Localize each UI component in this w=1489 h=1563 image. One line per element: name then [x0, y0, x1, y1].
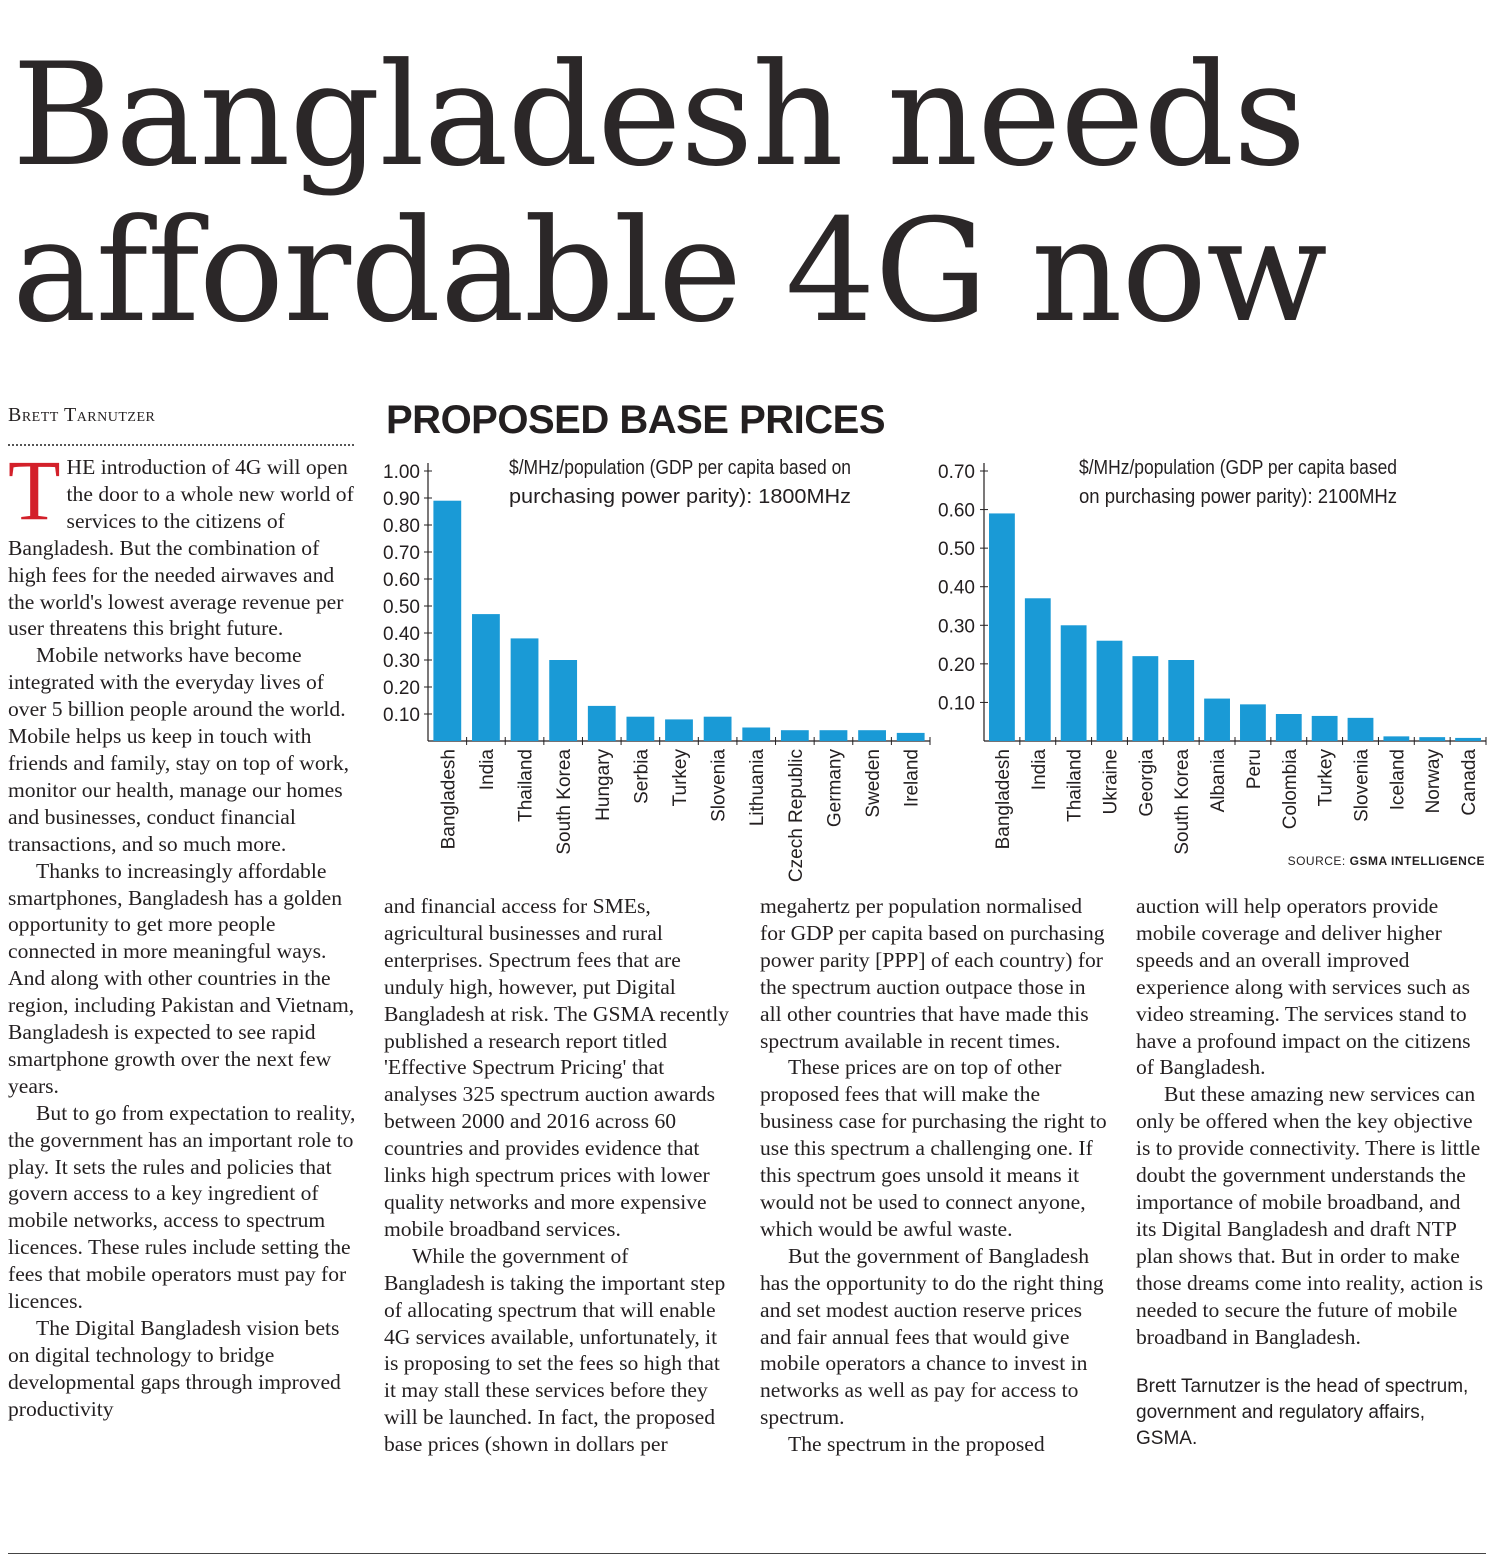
chart-2-bar-norway	[1419, 737, 1445, 741]
chart-2-x-label: Turkey	[1315, 749, 1337, 807]
graphic-title: PROPOSED BASE PRICES	[386, 398, 886, 442]
chart-2-title-line-1: $/MHz/population (GDP per capita based	[1079, 457, 1397, 479]
chart-1-x-label: Turkey	[670, 749, 691, 807]
article-column-3	[760, 893, 1110, 1458]
chart-2-bar-colombia	[1276, 714, 1302, 741]
chart-2-bar-india	[1025, 598, 1051, 741]
chart-1-y-tick-label: 0.70	[383, 543, 420, 564]
paragraph-3: Thanks to increasingly affordable smartphones, Bangladesh has a golden opportunity to get more people connected in more meaningful ways. And along with other countries in the region, including Pakistan and Vietnam, Bangladesh is expected to see rapid smartphone growth over the next few years.	[8, 858, 355, 1098]
paragraph-10: But these amazing new services can only be offered when the key objective is to provide connectivity. There is little doubt the government understands the importance of mobile broadband, and its Digital Bangladesh and draft NTP plan shows that. But in order to make those dreams come into reality, action is needed to secure the future of mobile broadband in Bangladesh.	[1136, 1082, 1483, 1349]
chart-1-x-label: South Korea	[554, 749, 576, 855]
chart-2-x-label: Bangladesh	[992, 749, 1014, 850]
chart-1-x-label: Serbia	[631, 749, 653, 804]
paragraph-8: But the government of Bangladesh has the opportunity to do the right thing and set modest auction reserve prices and fair annual fees that would give mobile operators a chance to invest in networks as well as pay for access to spectrum.	[760, 1243, 1104, 1430]
paragraph-6-end: megahertz per population normalised for GDP per capita based on purchasing power parity [PPP] of each country) for the spectrum auction outpace those in all other countries that have made this spectrum available in recent times.	[760, 894, 1105, 1053]
chart-2-y-tick-label: 0.70	[938, 462, 975, 483]
chart-1-x-label: Hungary	[592, 749, 614, 821]
chart-2-x-label: Norway	[1423, 749, 1445, 814]
byline: Brett Tarnutzer	[8, 404, 156, 426]
paragraph-5-end: and financial access for SMEs, agricultural businesses and rural enterprises. Spectrum fees that are unduly high, however, put Digital Bangladesh at risk. The GSMA recently published a research report titled 'Effective Spectrum Pricing' that analyses 325 spectrum auction awards between 2000 and 2016 across 60 countries and provides evidence that links high spectrum prices with lower quality networks and more expensive mobile broadband services.	[384, 894, 730, 1241]
chart-1-bar-thailand	[511, 638, 539, 741]
chart-1-bar-turkey	[665, 719, 693, 741]
chart-2-y-tick-label: 0.40	[938, 577, 975, 599]
chart-2-bar-slovenia	[1348, 718, 1374, 741]
chart-1-bar-ireland	[897, 733, 925, 741]
chart-1-y-tick-label: 0.30	[383, 651, 420, 672]
chart-2-bar-turkey	[1312, 716, 1338, 741]
chart-2-bar-south-korea	[1168, 660, 1194, 741]
chart-2-bar-canada	[1455, 738, 1481, 741]
paragraph-9-end: auction will help operators provide mobile coverage and deliver higher speeds and an overall improved experience along with services such as video streaming. The services stand to have a profound impact on the citizens of Bangladesh.	[1136, 894, 1471, 1080]
chart-2-y-tick-label: 0.60	[938, 500, 975, 522]
chart-1-bar-hungary	[588, 706, 616, 741]
chart-2-x-label: Peru	[1243, 749, 1265, 790]
chart-1-x-label: Czech Republic	[785, 749, 807, 883]
bottom-rule	[8, 1553, 1486, 1554]
chart-2-x-label: Iceland	[1387, 749, 1409, 811]
chart-1-y-tick-label: 0.60	[383, 570, 420, 591]
chart-2-x-label: Canada	[1459, 749, 1481, 816]
chart-2-x-label: Thailand	[1064, 749, 1086, 822]
chart-2-bar-albania	[1204, 699, 1230, 741]
chart-1-y-tick-label: 0.90	[383, 489, 420, 510]
source-prefix: SOURCE:	[1287, 854, 1350, 868]
chart-2-y-tick-label: 0.20	[938, 654, 975, 676]
chart-2-y-tick-label: 0.50	[938, 539, 975, 561]
chart-2-x-label: South Korea	[1172, 749, 1194, 855]
drop-cap: T	[8, 442, 61, 538]
chart-1-y-tick-label: 0.10	[383, 705, 420, 726]
chart-2-y-tick-label: 0.30	[938, 616, 975, 638]
headline-line-1: Bangladesh needs	[12, 33, 1306, 198]
paragraph-1: HE introduction of 4G will open the door to a whole new world of services to the citizens of Bangladesh. But the combination of high fees for the needed airwaves and the world's lowest average revenue per user threatens this bright future.	[8, 455, 354, 641]
chart-1-bar-slovenia	[704, 717, 732, 741]
paragraph-7: These prices are on top of other proposed fees that will make the business case for purchasing the right to use this spectrum a challenging one. If this spectrum goes unsold it means it would not be used to connect anyone, which would be awful waste.	[760, 1055, 1107, 1241]
chart-1-bar-czech-republic	[781, 730, 809, 741]
paragraph-2: Mobile networks have become integrated with the everyday lives of over 5 billion people around the world. Mobile helps us keep in touch with friends and family, stay on top of work, monitor our health, manage our homes and businesses, conduct financial transactions, and so much more.	[8, 643, 350, 856]
paragraph-6-start: While the government of Bangladesh is taking the important step of allocating spectrum that will enable 4G services available, unfortunately, it is proposing to set the fees so high that it may stall these services before they will be launched. In fact, the proposed base prices (shown in dollars per	[384, 1243, 726, 1457]
chart-2-x-label: India	[1028, 749, 1050, 791]
source-name: GSMA INTELLIGENCE	[1349, 854, 1485, 868]
chart-2-bar-thailand	[1061, 625, 1087, 741]
chart-2-bar-bangladesh	[989, 513, 1015, 741]
chart-1-bar-south-korea	[549, 660, 577, 741]
chart-2-bar-peru	[1240, 704, 1266, 741]
chart-1-x-label: Thailand	[515, 749, 537, 822]
chart-1-x-label: India	[476, 749, 498, 791]
paragraph-4: But to go from expectation to reality, the government has an important role to play. It sets the rules and policies that govern access to a key ingredient of mobile networks, access to spectrum licences. These rules include setting the fees that mobile operators must pay for licences.	[8, 1100, 356, 1314]
chart-1-title-line-1: $/MHz/population (GDP per capita based on	[509, 457, 851, 479]
chart-1-bar-sweden	[858, 730, 886, 741]
paragraph-9-start: The spectrum in the proposed	[788, 1432, 1045, 1457]
chart-1-bar-germany	[820, 730, 848, 741]
chart-2-x-label: Ukraine	[1100, 749, 1122, 815]
chart-1-x-label: Lithuania	[747, 749, 769, 827]
chart-2-bar-iceland	[1383, 736, 1409, 741]
chart-1-y-tick-label: 0.40	[383, 624, 420, 645]
chart-2-x-label: Colombia	[1279, 749, 1301, 830]
author-bio: Brett Tarnutzer is the head of spectrum, government and regulatory affairs, GSMA.	[1136, 1376, 1469, 1450]
chart-1-y-tick-label: 0.80	[383, 516, 420, 537]
chart-1-bar-india	[472, 614, 500, 741]
chart-1-title-line-2: purchasing power parity): 1800MHz	[509, 486, 851, 508]
article-column-2	[384, 893, 734, 1458]
chart-1-bar-bangladesh	[433, 501, 461, 741]
chart-1-bar-lithuania	[742, 728, 770, 742]
chart-2-x-label: Albania	[1208, 749, 1230, 813]
chart-2-bar-georgia	[1132, 656, 1158, 741]
chart-1-x-label: Sweden	[863, 749, 885, 818]
chart-2-bar-ukraine	[1097, 641, 1123, 741]
chart-2-title-line-2: on purchasing power parity): 2100MHz	[1079, 486, 1397, 508]
chart-2-x-label: Georgia	[1136, 749, 1158, 817]
chart-2-x-label: Slovenia	[1351, 749, 1373, 822]
headline-line-2: affordable 4G now	[12, 189, 1327, 354]
chart-1-y-tick-label: 0.50	[383, 597, 420, 618]
graphic-source	[1288, 854, 1485, 868]
chart-2-y-tick-label: 0.10	[938, 693, 975, 715]
article-column-4	[1136, 893, 1486, 1452]
chart-1-x-label: Ireland	[901, 749, 923, 808]
chart-1-x-label: Slovenia	[708, 749, 730, 822]
chart-1-y-tick-label: 1.00	[383, 462, 420, 483]
chart-1-x-label: Germany	[824, 749, 846, 828]
chart-1-y-tick-label: 0.20	[383, 678, 420, 699]
paragraph-5-start: The Digital Bangladesh vision bets on digital technology to bridge developmental gaps through improved productivity	[8, 1316, 341, 1421]
chart-1-bar-serbia	[626, 717, 654, 741]
chart-1-x-label: Bangladesh	[438, 749, 460, 850]
